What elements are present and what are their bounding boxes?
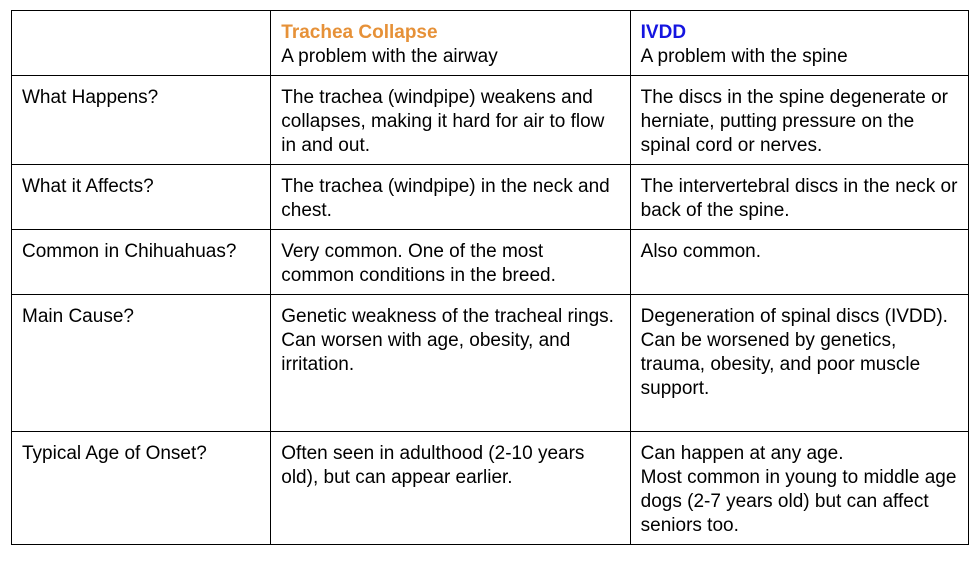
header-cell-empty — [12, 11, 271, 76]
cell-text: Also common. — [640, 241, 762, 262]
trachea-cell — [271, 230, 630, 295]
row-label: Typical Age of Onset? — [12, 432, 271, 545]
cell-text: The trachea (windpipe) in the neck and chest. — [281, 176, 610, 221]
table-row — [12, 165, 969, 230]
trachea-collapse-title: Trachea Collapse — [281, 22, 438, 43]
trachea-cell — [271, 76, 630, 165]
comparison-table — [11, 10, 969, 545]
table-row — [12, 230, 969, 295]
trachea-cell — [271, 295, 630, 432]
cell-text: Often seen in adulthood (2-10 years old), but can appear earlier. — [281, 443, 585, 488]
table-row — [12, 295, 969, 432]
cell-text: Can worsen with age, obesity, and irritation. — [281, 330, 571, 375]
header-cell-trachea — [271, 11, 630, 76]
row-label: Main Cause? — [12, 295, 271, 432]
trachea-cell — [271, 432, 630, 545]
ivdd-cell — [630, 76, 968, 165]
cell-text: Can happen at any age. — [640, 443, 844, 464]
ivdd-cell — [630, 432, 968, 545]
trachea-collapse-subtitle: A problem with the airway — [281, 46, 498, 67]
cell-text: Can be worsened by genetics, trauma, obesity, and poor muscle support. — [640, 330, 921, 399]
ivdd-cell — [630, 165, 968, 230]
ivdd-title: IVDD — [640, 22, 687, 43]
ivdd-cell — [630, 230, 968, 295]
cell-text: Very common. One of the most common conditions in the breed. — [281, 241, 556, 286]
trachea-cell — [271, 165, 630, 230]
table-row — [12, 432, 969, 545]
cell-text: The discs in the spine degenerate or herniate, putting pressure on the spinal cord or nerves. — [640, 87, 948, 156]
cell-text: Genetic weakness of the tracheal rings. — [281, 306, 614, 327]
header-cell-ivdd — [630, 11, 968, 76]
cell-text: Most common in young to middle age dogs (2-7 years old) but can affect seniors too. — [640, 467, 957, 536]
row-label: Common in Chihuahuas? — [12, 230, 271, 295]
ivdd-subtitle: A problem with the spine — [640, 46, 848, 67]
row-label: What it Affects? — [12, 165, 271, 230]
row-label: What Happens? — [12, 76, 271, 165]
table-row — [12, 76, 969, 165]
ivdd-cell — [630, 295, 968, 432]
cell-text: Degeneration of spinal discs (IVDD). — [640, 306, 948, 327]
cell-text: The intervertebral discs in the neck or back of the spine. — [640, 176, 958, 221]
cell-text: The trachea (windpipe) weakens and collapses, making it hard for air to flow in and out. — [281, 87, 605, 156]
header-row — [12, 11, 969, 76]
